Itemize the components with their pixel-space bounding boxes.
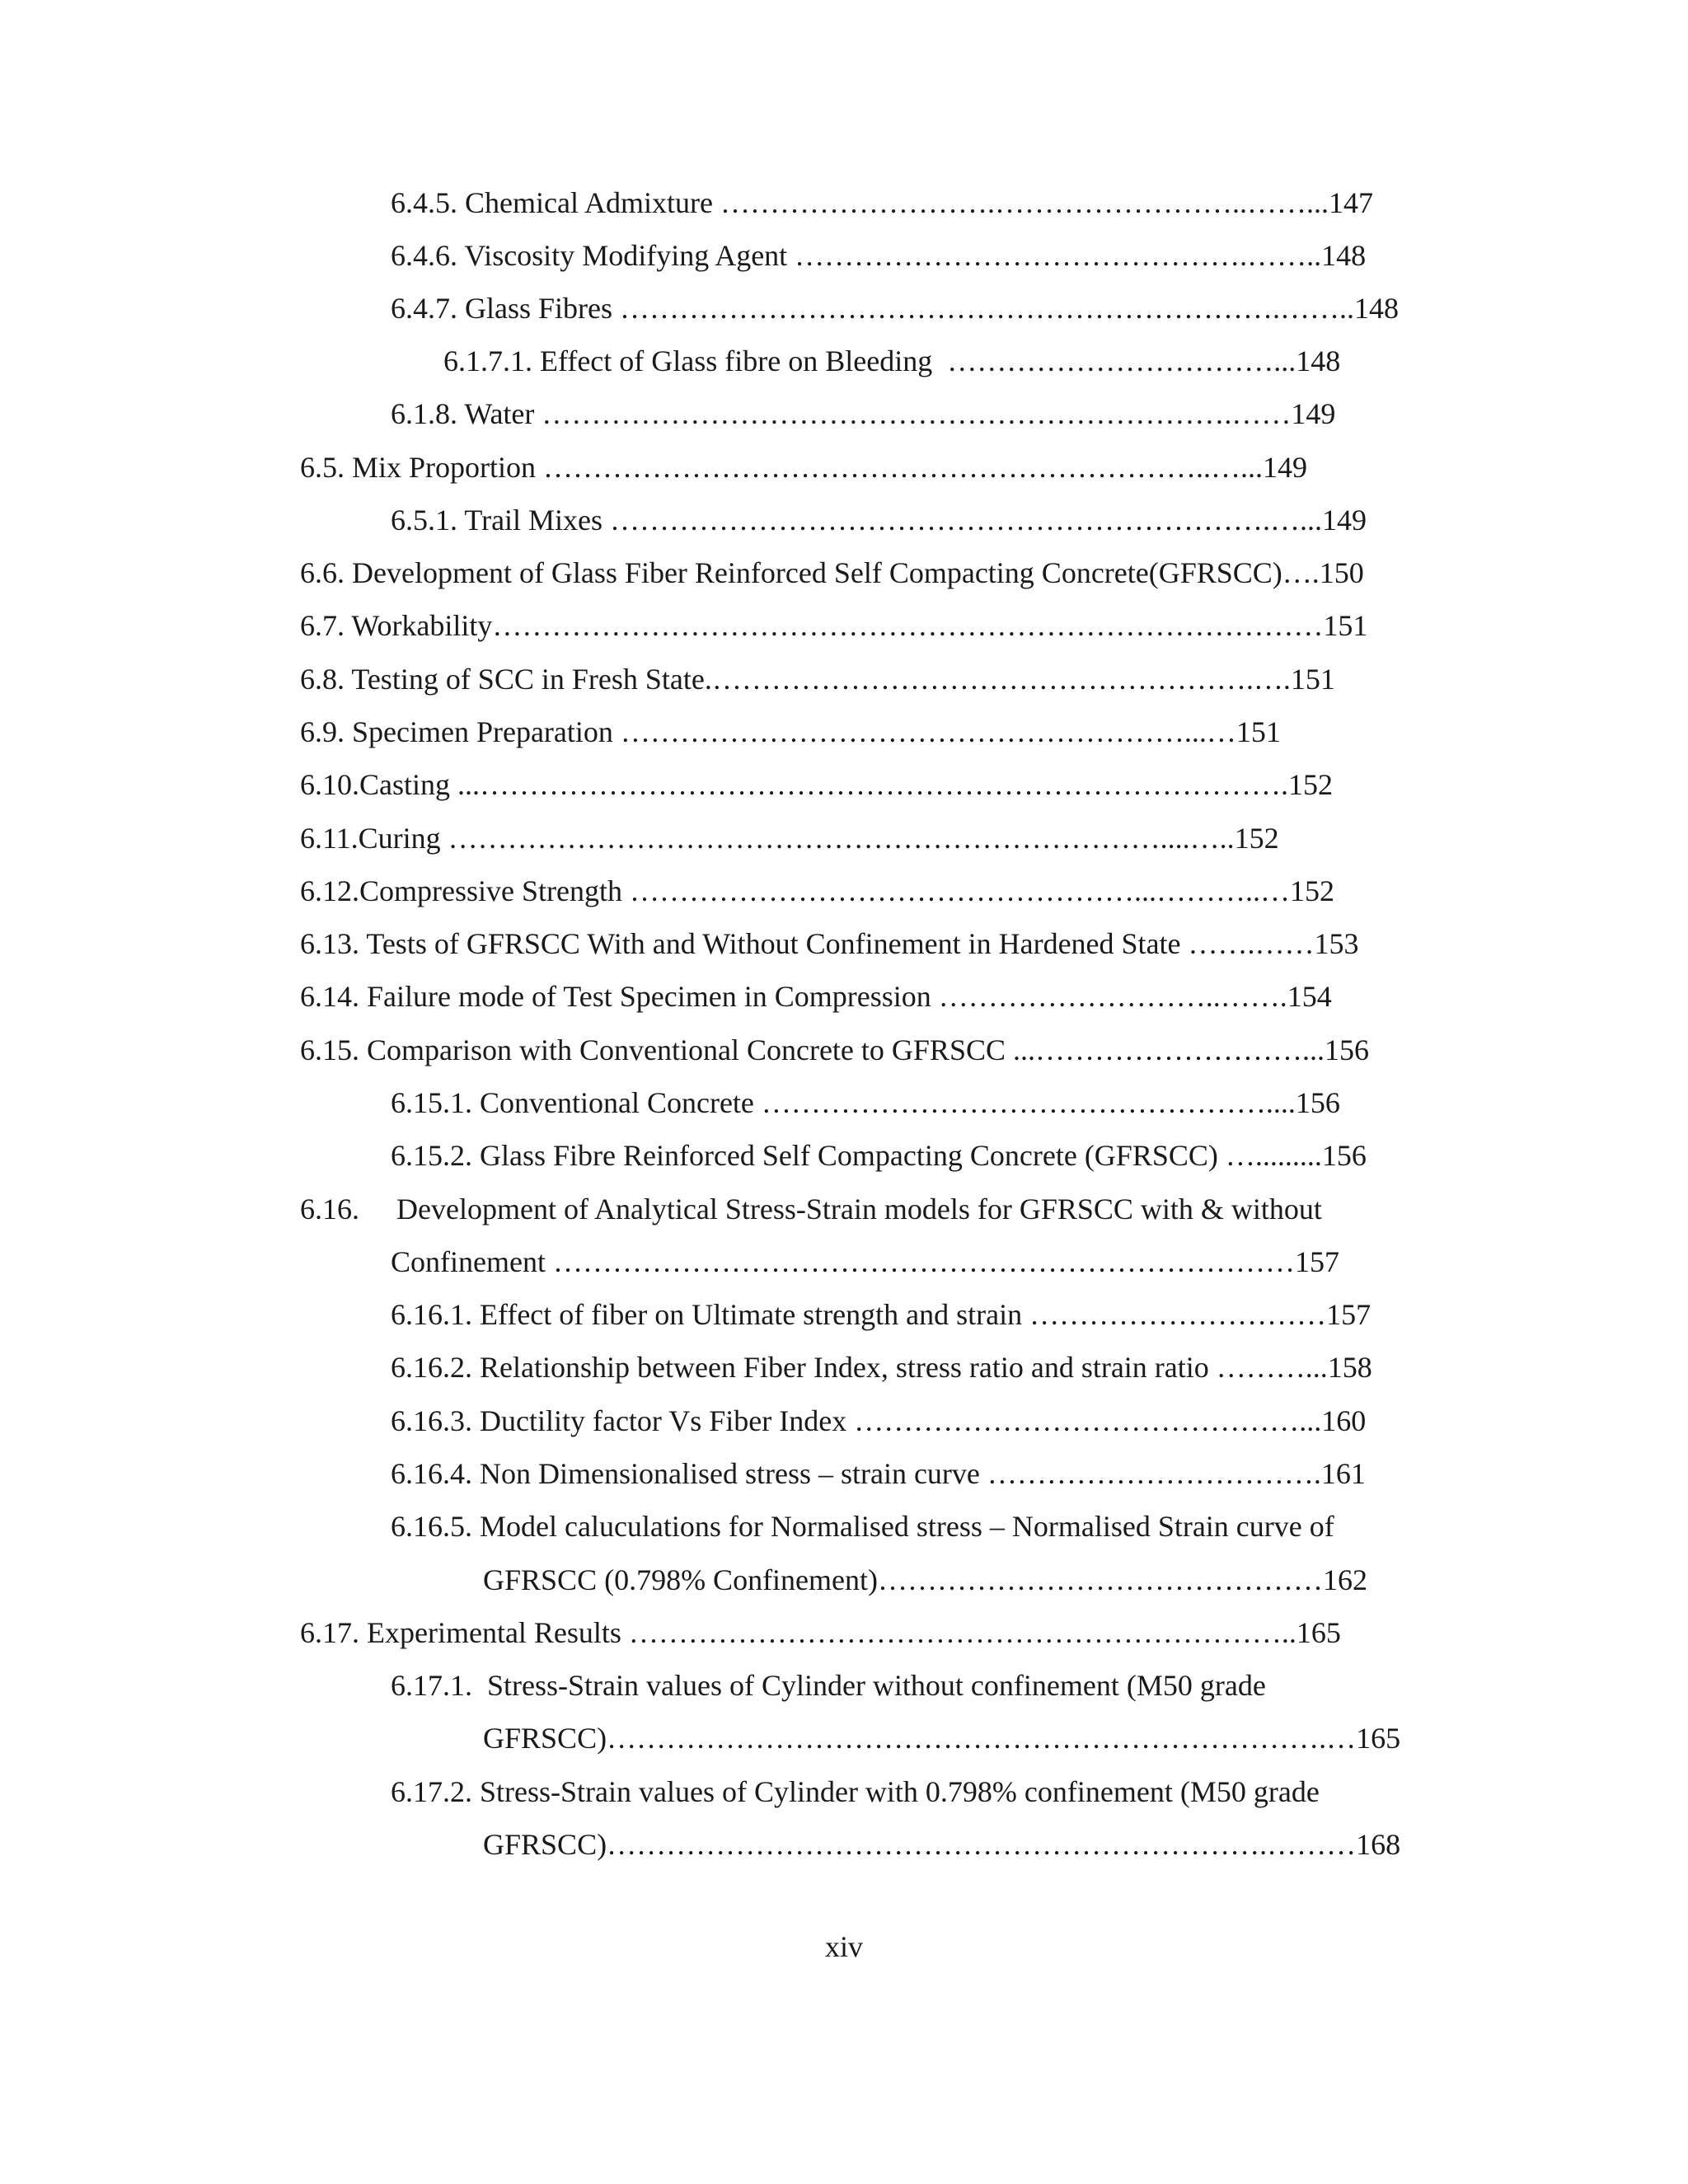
toc-entry-6-16-5-continued: GFRSCC (0.798% Confinement)………………………………………162 (483, 1563, 1368, 1596)
toc-entry-6-15: 6.15. Comparison with Conventional Concrete to GFRSCC ...………………………...156 (300, 1033, 1369, 1066)
toc-entry-6-4-7: 6.4.7. Glass Fibres ………………………………………………………….……..148 (391, 292, 1399, 325)
toc-entry-6-16-1: 6.16.1. Effect of fiber on Ultimate strength and strain …………………………157 (391, 1298, 1372, 1331)
toc-entry-6-16: 6.16. Development of Analytical Stress-Strain models for GFRSCC with & without (300, 1193, 1322, 1226)
toc-entry-6-14: 6.14. Failure mode of Test Specimen in Compression ………………………..…….154 (300, 980, 1332, 1013)
toc-entry-6-5: 6.5. Mix Proportion …………………………………………………………..…...149 (300, 451, 1308, 484)
toc-entry-6-12: 6.12.Compressive Strength ……………………………………………...………..…152 (300, 874, 1334, 907)
toc-entry-6-17: 6.17. Experimental Results …………………………………………………………..165 (300, 1616, 1341, 1649)
toc-entry-6-1-7-1: 6.1.7.1. Effect of Glass fibre on Bleeding ……………………………...148 (443, 344, 1341, 377)
toc-entry-6-16-2: 6.16.2. Relationship between Fiber Index, stress ratio and strain ratio ………...158 (391, 1351, 1372, 1384)
toc-entry-6-6: 6.6. Development of Glass Fiber Reinforced Self Compacting Concrete(GFRSCC)….150 (300, 556, 1364, 589)
toc-entry-6-15-2: 6.15.2. Glass Fibre Reinforced Self Compacting Concrete (GFRSCC) ….........156 (391, 1139, 1367, 1172)
toc-entry-6-7: 6.7. Workability…………………………………………………………………………151 (300, 609, 1368, 642)
toc-entry-6-5-1: 6.5.1. Trail Mixes ………………………………………………………….…...149 (391, 504, 1367, 537)
toc-entry-6-13: 6.13. Tests of GFRSCC With and Without Confinement in Hardened State …….……153 (300, 927, 1359, 960)
toc-entry-6-17-2: 6.17.2. Stress-Strain values of Cylinder with 0.798% confinement (M50 grade (391, 1775, 1320, 1808)
toc-entry-6-17-2-continued: GFRSCC)………………………………………………………….………168 (483, 1828, 1401, 1861)
toc-entry-6-4-6: 6.4.6. Viscosity Modifying Agent ……………………………………….……..148 (391, 239, 1367, 272)
page-number: xiv (824, 1930, 863, 1963)
toc-entry-6-8: 6.8. Testing of SCC in Fresh State.……………………………………………….….151 (300, 663, 1335, 696)
toc-entry-6-11: 6.11.Curing ………………………………………………………………....…..152 (300, 822, 1279, 855)
toc-entry-6-17-1-continued: GFRSCC)……………………………………………………………….…165 (483, 1722, 1401, 1755)
toc-entry-6-16-4: 6.16.4. Non Dimensionalised stress – strain curve …………………………….161 (391, 1457, 1366, 1490)
toc-entry-6-16-5: 6.16.5. Model caluculations for Normalised stress – Normalised Strain curve of (391, 1510, 1334, 1543)
toc-entry-6-16-continued: Confinement …………………………………………………………………157 (391, 1245, 1339, 1278)
toc-entry-6-17-1: 6.17.1. Stress-Strain values of Cylinder without confinement (M50 grade (391, 1669, 1266, 1702)
toc-entry-6-4-5: 6.4.5. Chemical Admixture ……………………….……………………..……...147 (391, 186, 1373, 219)
toc-entry-6-1-8: 6.1.8. Water …………………………………………………………….……149 (391, 397, 1336, 430)
toc-entry-6-9: 6.9. Specimen Preparation …………………………………………………...…151 (300, 715, 1281, 748)
toc-entry-6-15-1: 6.15.1. Conventional Concrete ……………………………………………....156 (391, 1086, 1340, 1119)
toc-entry-6-10: 6.10.Casting ...……………………………………………………………………….152 (300, 768, 1334, 801)
toc-entry-6-16-3: 6.16.3. Ductility factor Vs Fiber Index ………………………………………...160 (391, 1404, 1367, 1437)
